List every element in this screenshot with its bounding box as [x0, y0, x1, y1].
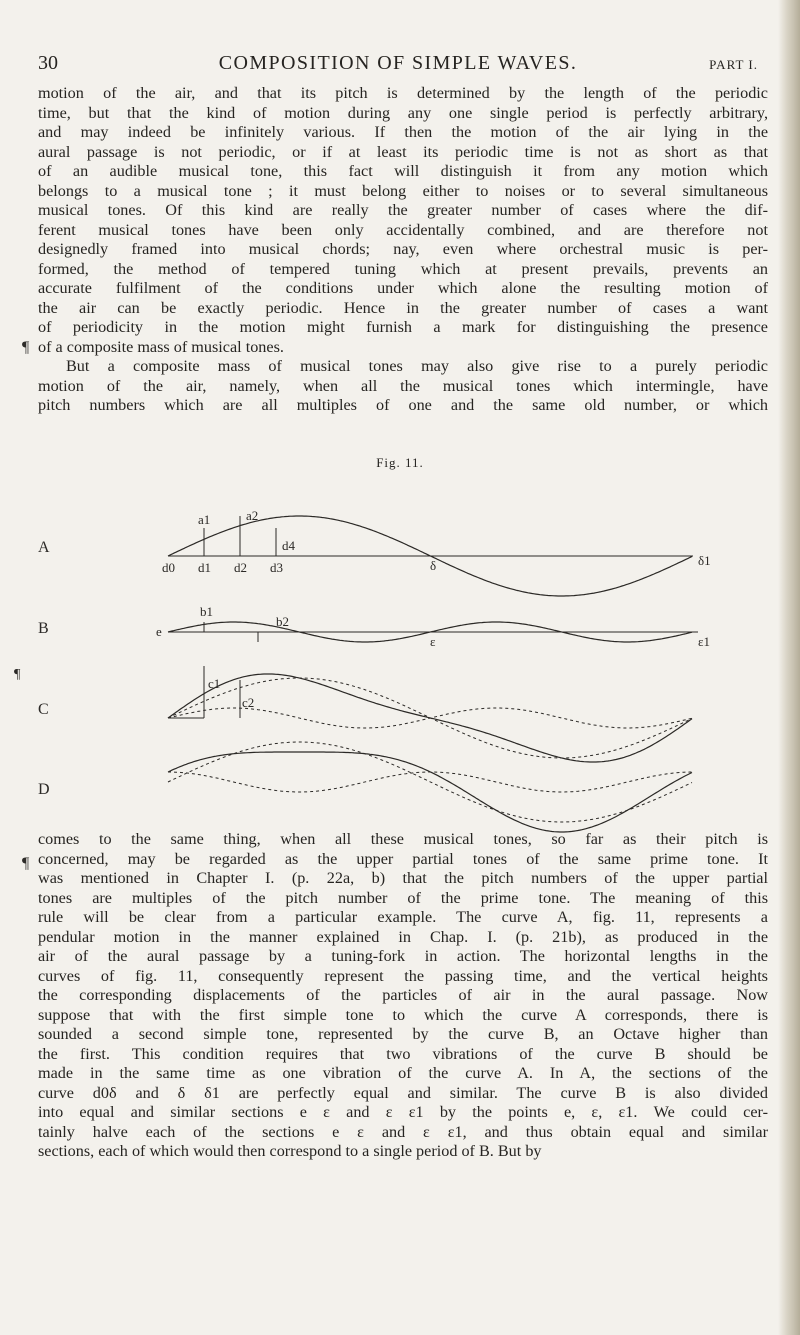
row-label-a: A: [38, 539, 50, 556]
text-line: made in the same time as one vibration of the curve A. In A, the sections of the: [38, 1064, 768, 1082]
text-line: into equal and similar sections e ε and ε ε1 by the points e, ε, ε1. We could cer-: [38, 1103, 768, 1121]
label-b1: b1: [200, 604, 213, 619]
curve-d-component-a: [168, 742, 692, 822]
part-label: PART I.: [709, 57, 758, 72]
page-edge-shadow: [778, 0, 800, 1335]
text-line: accurate fulfilment of the conditions under which alone the resulting motion of: [38, 279, 768, 297]
text-line: motion of the air, namely, when all the musical tones which intermingle, have: [38, 376, 768, 395]
text-line: was mentioned in Chapter I. (p. 22a, b) that the pitch numbers of the upper partial: [38, 869, 768, 887]
text-line: tainly halve each of the sections e ε and ε ε1, and thus obtain equal and similar: [38, 1122, 768, 1141]
row-label-b: B: [38, 620, 49, 637]
text-line: musical tones. Of this kind are really the greater number of cases where the dif-: [38, 201, 768, 219]
curve-d: [168, 752, 692, 832]
label-d3: d3: [270, 560, 283, 575]
figure-caption: Fig. 11.: [376, 455, 424, 470]
text-line: air of the aural passage by a tuning-fork in action. The horizontal lengths in the: [38, 947, 768, 965]
text-line: designedly framed into musical chords; nay, even where orchestral music is per-: [38, 240, 768, 258]
figure-svg: [14, 470, 758, 815]
text-line: belongs to a musical tone ; it must belong either to noises or to several simultaneous: [38, 181, 768, 200]
label-eps1: ε1: [698, 634, 710, 649]
text-line: concerned, may be regarded as the upper partial tones of the same prime tone. It: [38, 849, 768, 868]
figure-para-mark: ¶: [14, 667, 21, 682]
label-a2: a2: [246, 508, 259, 523]
label-d1: d1: [198, 560, 211, 575]
label-d0: d0: [162, 560, 175, 575]
label-e: e: [156, 624, 162, 639]
text-line: tones are multiples of the pitch number of the prime tone. The meaning of this: [38, 888, 768, 907]
figure-11: [14, 470, 758, 815]
paragraph-mark: ¶: [22, 855, 30, 872]
text-line: But a composite mass of musical tones may also give rise to a purely periodic: [66, 357, 768, 375]
label-c1: c1: [208, 676, 221, 691]
text-line: pitch numbers which are all multiples of one and the same old number, or which: [38, 396, 768, 414]
text-line: curve d0δ and δ δ1 are perfectly equal and similar. The curve B is also divided: [38, 1083, 768, 1102]
label-a1: a1: [198, 512, 211, 527]
text-line: ferent musical tones have been only accidentally combined, and are therefore not: [38, 220, 768, 239]
paragraph-mark: ¶: [22, 339, 30, 356]
row-label-c: C: [38, 701, 49, 718]
text-line: of periodicity in the motion might furnish a mark for distinguishing the presence: [38, 318, 768, 336]
row-label-d: D: [38, 781, 50, 798]
label-d2: d2: [234, 560, 247, 575]
label-d4: d4: [282, 538, 295, 553]
page-header: [38, 52, 758, 82]
text-line: comes to the same thing, when all these musical tones, so far as their pitch is: [38, 830, 768, 848]
label-delta1: δ1: [698, 553, 711, 568]
text-line: the air can be exactly periodic. Hence in the greater number of cases a want: [38, 298, 768, 317]
text-line: sections, each of which would then correspond to a single period of B. But by: [38, 1142, 542, 1160]
text-line: suppose that with the first simple tone to which the curve A corresponds, there is: [38, 1005, 768, 1024]
running-title: COMPOSITION OF SIMPLE WAVES.: [218, 52, 578, 74]
label-delta: δ: [430, 558, 437, 573]
text-line: motion of the air, and that its pitch is determined by the length of the periodic: [38, 84, 768, 102]
text-line: the corresponding displacements of the particles of air in the aural passage. Now: [38, 986, 768, 1004]
text-line: and may indeed be infinitely various. If then the motion of the air lying in the: [38, 123, 768, 141]
text-line: the first. This condition requires that two vibrations of the curve B should be: [38, 1044, 768, 1063]
text-line: curves of fig. 11, consequently represent the passing time, and the vertical heights: [38, 966, 768, 985]
text-line: time, but that the kind of motion during any one single period is perfectly arbitrary,: [38, 103, 768, 122]
text-line: of a composite mass of musical tones.: [38, 337, 284, 356]
label-b2: b2: [276, 614, 289, 629]
text-line: of an audible musical tone, this fact will distinguish it from any motion which: [38, 162, 768, 180]
text-line: aural passage is not periodic, or if at least its periodic time is not as short as that: [38, 142, 768, 161]
text-line: sounded a second simple tone, represented by the curve B, an Octave higher than: [38, 1025, 768, 1043]
label-c2: c2: [242, 695, 255, 710]
text-line: formed, the method of tempered tuning which at present prevails, prevents an: [38, 259, 768, 278]
paragraph-top: [38, 84, 768, 416]
curve-c: [168, 674, 692, 762]
text-line: rule will be clear from a particular example. The curve A, fig. 11, represents a: [38, 908, 768, 926]
paragraph-bottom: [38, 830, 768, 1162]
label-eps: ε: [430, 634, 436, 649]
text-line: pendular motion in the manner explained in Chap. I. (p. 21b), as produced in the: [38, 927, 768, 946]
page-number: 30: [38, 52, 58, 74]
